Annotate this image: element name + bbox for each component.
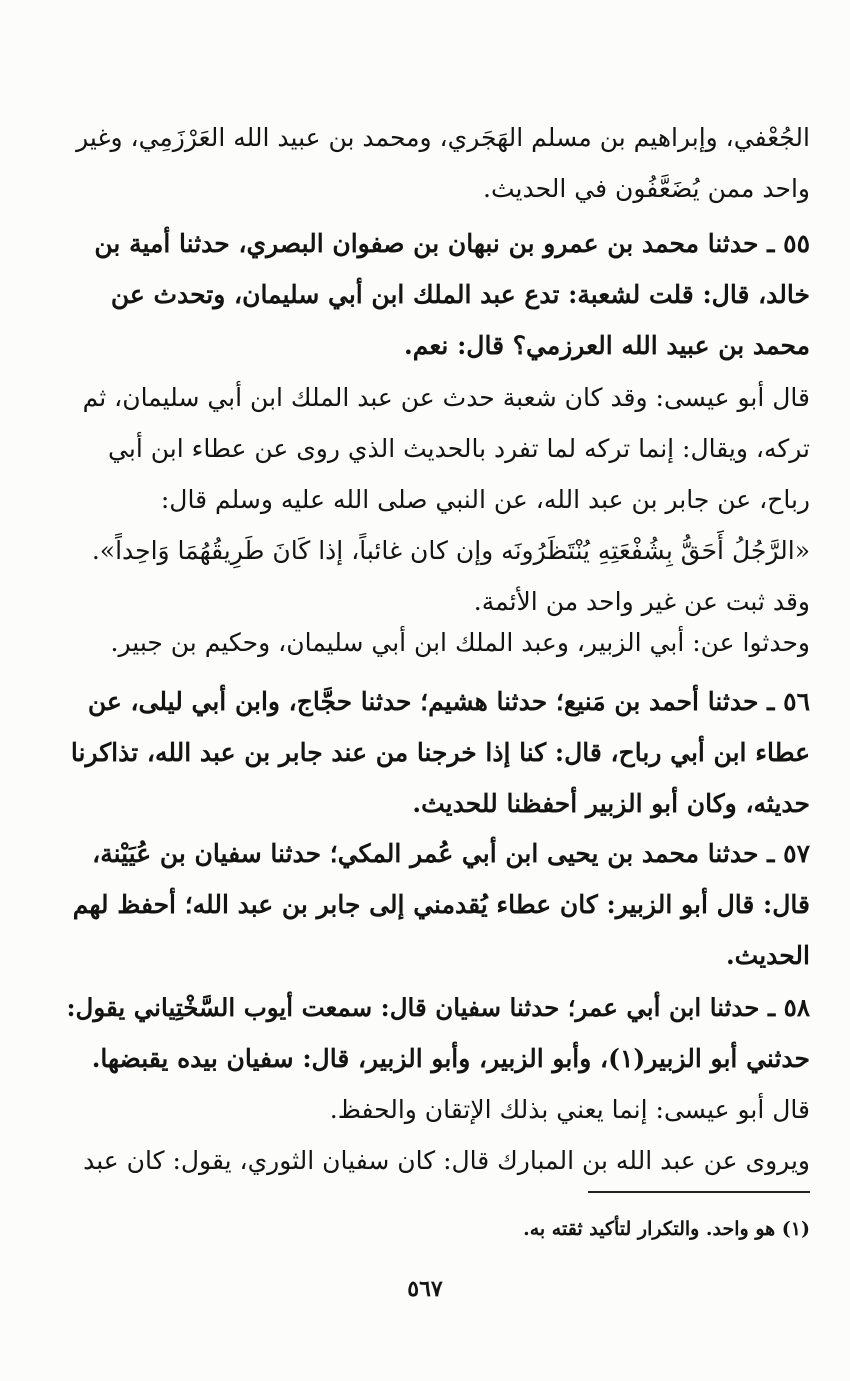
- paragraph-abu-isa-note: [58, 1084, 810, 1135]
- paragraph-58: [58, 982, 810, 1084]
- text-line: ٥٨ ـ حدثنا ابن أبي عمر؛ حدثنا سفيان قال: سمعت أيوب السَّخْتِياني يقول:: [66, 993, 810, 1022]
- paragraph-56: [58, 676, 810, 829]
- text-line: خالد، قال: قلت لشعبة: تدع عبد الملك ابن أبي سليمان، وتحدث عن: [110, 280, 810, 309]
- text-line: الجُعْفي، وإبراهيم بن مسلم الهَجَري، ومحمد بن عبيد الله العَرْزَمِي، وغير: [76, 123, 810, 152]
- paragraph-55: [58, 218, 810, 371]
- text-line: قال أبو عيسى: وقد كان شعبة حدث عن عبد الملك ابن أبي سليمان، ثم: [82, 383, 810, 412]
- text-line: قال أبو عيسى: إنما يعني بذلك الإتقان والحفظ.: [329, 1095, 810, 1124]
- text-line: وحدثوا عن: أبي الزبير، وعبد الملك ابن أبي سليمان، وحكيم بن جبير.: [110, 628, 810, 657]
- paragraph-57: [58, 828, 810, 981]
- text-line: محمد بن عبيد الله العرزمي؟ قال: نعم.: [404, 331, 810, 360]
- text-line: قال: قال أبو الزبير: كان عطاء يُقدمني إلى جابر بن عبد الله؛ أحفظ لهم: [72, 890, 810, 919]
- text-line: رباح، عن جابر بن عبد الله، عن النبي صلى الله عليه وسلم قال:: [160, 485, 810, 514]
- footnote-divider: [588, 1191, 810, 1193]
- text-line: تركه، ويقال: إنما تركه لما تفرد بالحديث الذي روى عن عطاء ابن أبي: [108, 434, 810, 463]
- hadith-quote: «الرَّجُلُ أَحَقُّ بِشُفْعَتِهِ يُنْتَظَرُونَه وإن كان غائباً، إذا كَانَ طَرِيقُهُمَا وَاحِداً».: [91, 536, 810, 565]
- text-line: وقد ثبت عن غير واحد من الأئمة.: [473, 587, 810, 616]
- paragraph-ibn-mubarak: [58, 1135, 810, 1186]
- text-line: حدثني أبو الزبير(١)، وأبو الزبير، وأبو الزبير، قال: سفيان بيده يقبضها.: [91, 1044, 810, 1073]
- text-line: واحد ممن يُضَعَّفُون في الحديث.: [483, 174, 810, 203]
- paragraph-abu-isa-comment: [58, 372, 810, 627]
- text-line: حديثه، وكان أبو الزبير أحفظنا للحديث.: [412, 789, 810, 818]
- footnote: (١) هو واحد. والتكرار لتأكيد ثقته به.: [523, 1218, 810, 1240]
- paragraph-intro: [58, 112, 810, 214]
- text-line: ويروى عن عبد الله بن المبارك قال: كان سفيان الثوري، يقول: كان عبد: [83, 1146, 810, 1175]
- paragraph-narrators: [58, 617, 810, 668]
- text-line: ٥٦ ـ حدثنا أحمد بن مَنيع؛ حدثنا هشيم؛ حدثنا حجَّاج، وابن أبي ليلى، عن: [87, 687, 810, 716]
- text-line: عطاء ابن أبي رباح، قال: كنا إذا خرجنا من عند جابر بن عبد الله، تذاكرنا: [70, 738, 810, 767]
- text-line: الحديث.: [725, 941, 810, 970]
- text-line: ٥٥ ـ حدثنا محمد بن عمرو بن نبهان بن صفوان البصري، حدثنا أمية بن: [94, 229, 810, 258]
- text-line: ٥٧ ـ حدثنا محمد بن يحيى ابن أبي عُمر المكي؛ حدثنا سفيان بن عُيَيْنة،: [92, 839, 810, 868]
- page-number: ٥٦٧: [407, 1276, 443, 1302]
